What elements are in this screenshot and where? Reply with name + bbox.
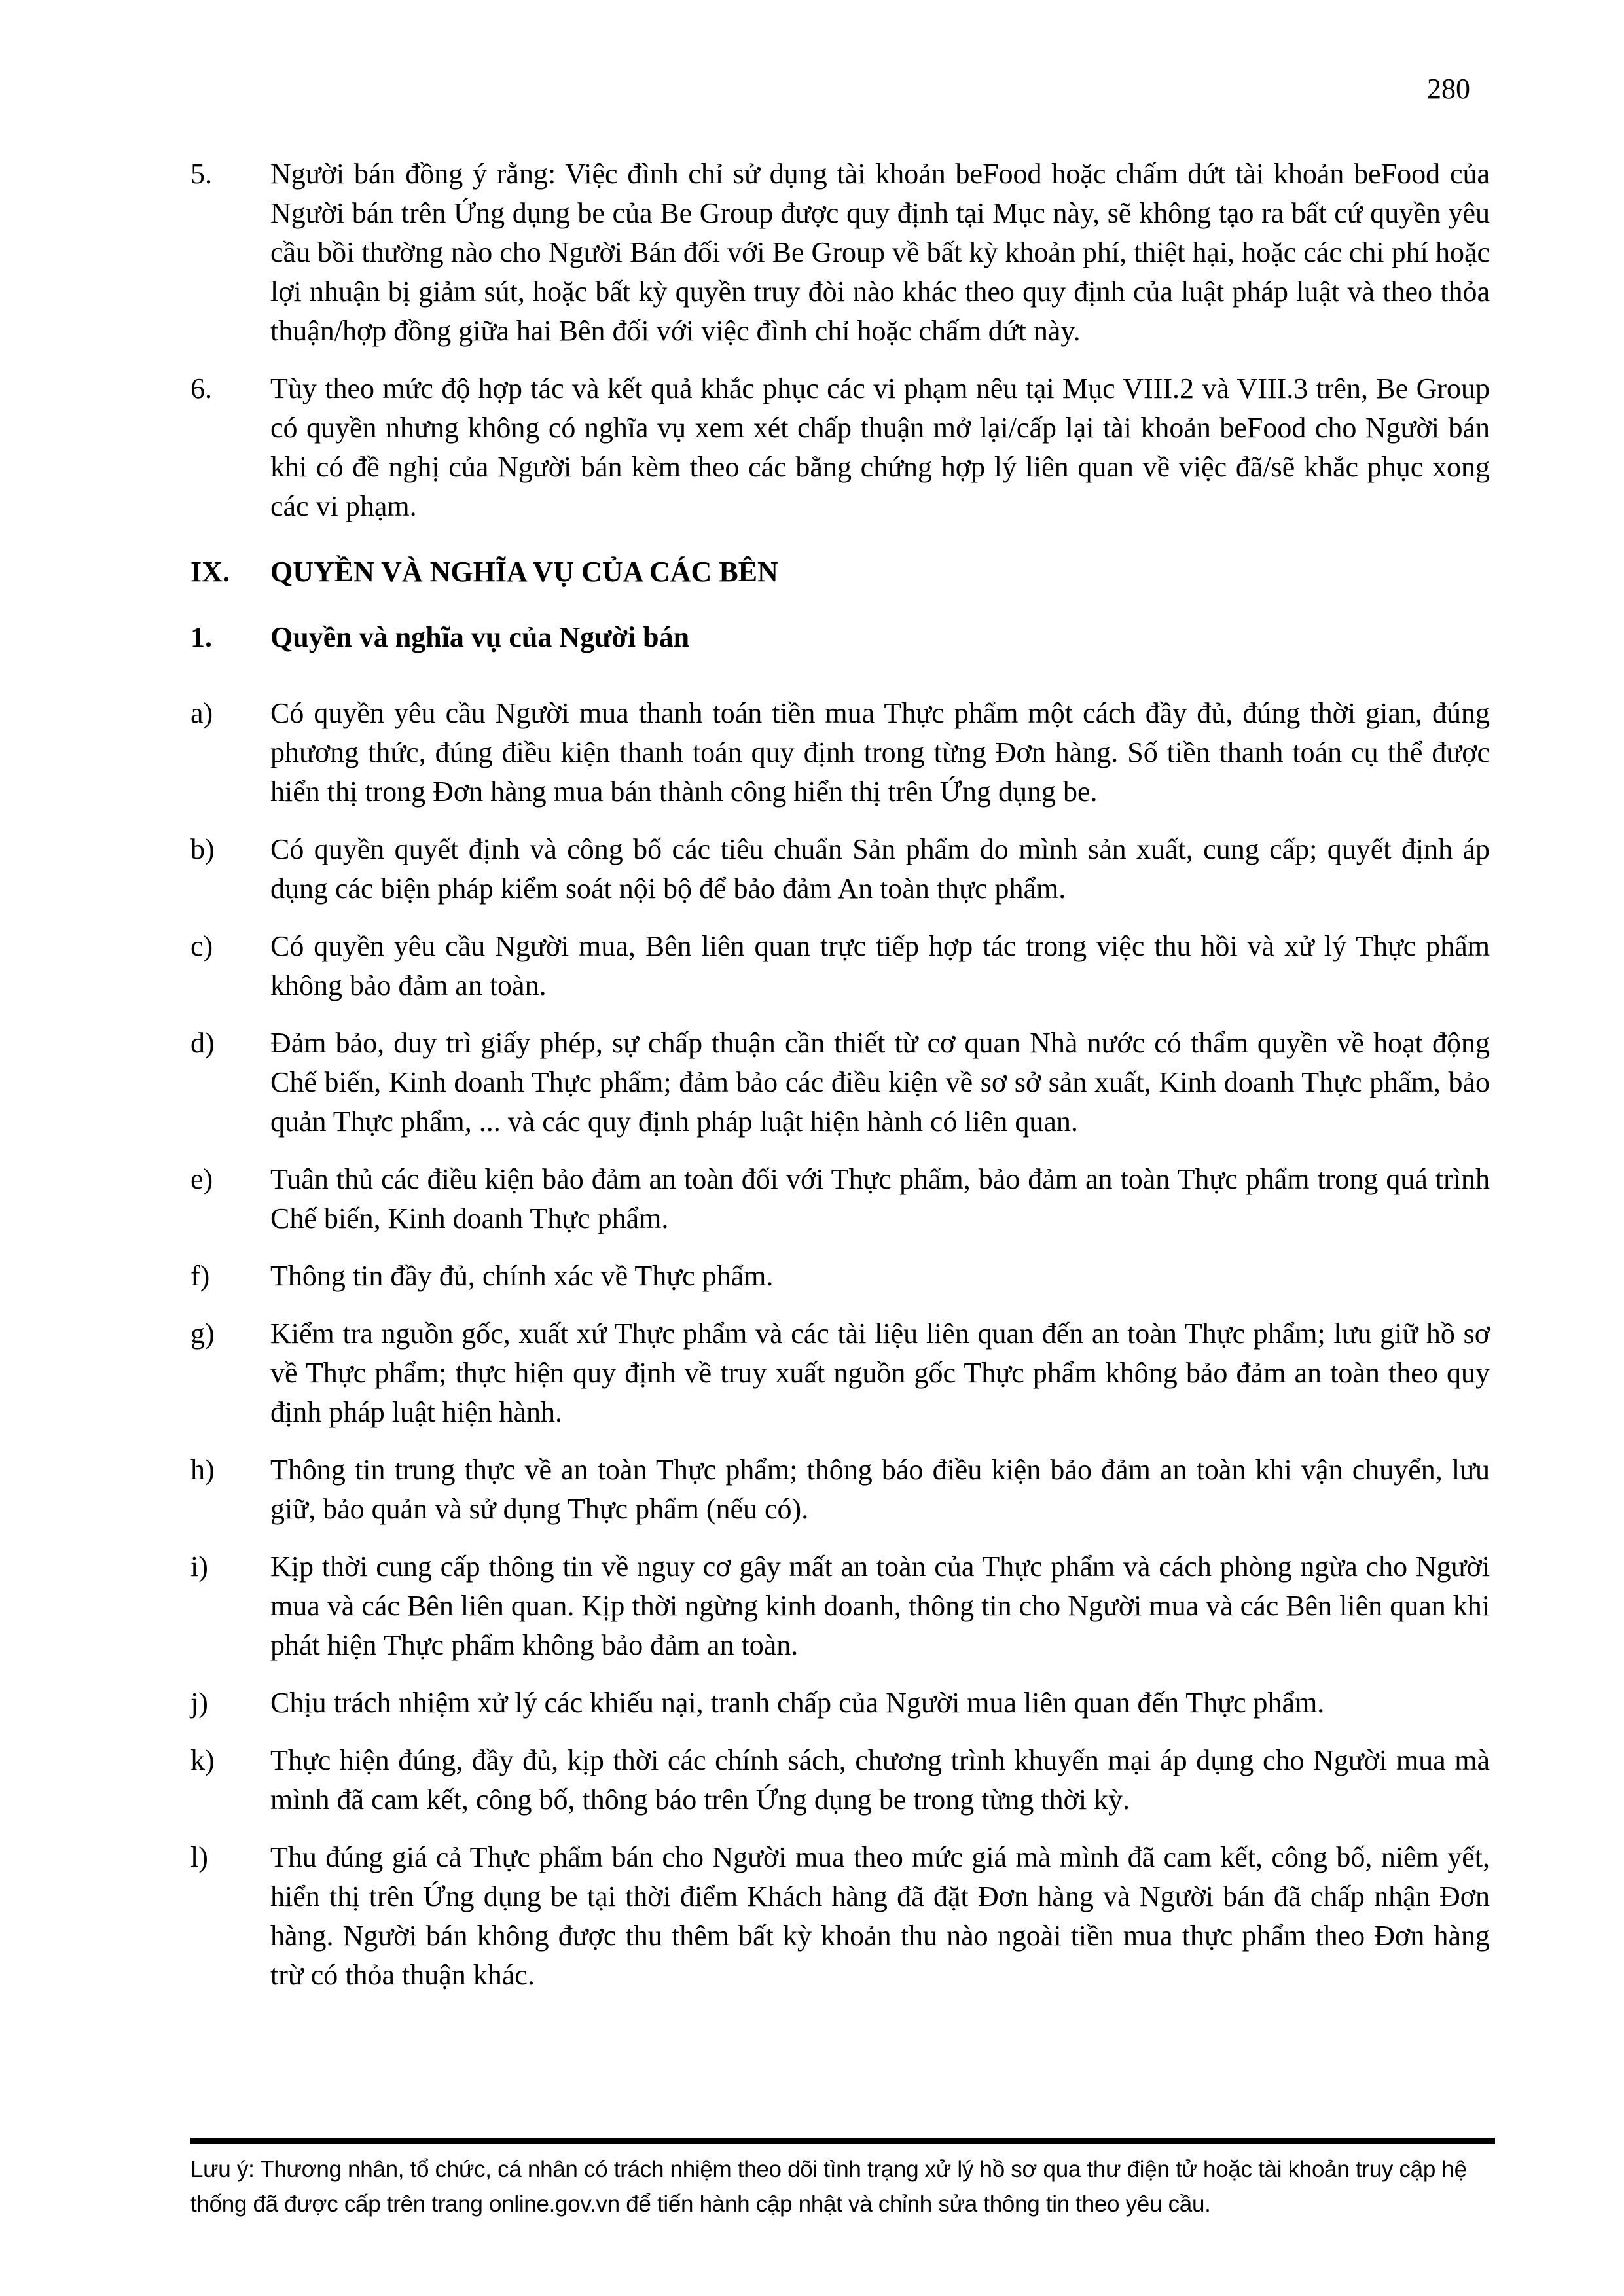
page-number: 280: [1427, 73, 1470, 105]
subsection-heading: [190, 618, 1490, 657]
list-item-6: [190, 369, 1490, 526]
item-label: e): [190, 1163, 213, 1195]
list-item-d: [190, 1024, 1490, 1141]
seller-rights-list: [190, 694, 1490, 2013]
item-label: c): [190, 930, 213, 962]
list-item-k: [190, 1741, 1490, 1820]
footer-note: Lưu ý: Thương nhân, tổ chức, cá nhân có trách nhiệm theo dõi tình trạng xử lý hồ sơ qua thư điện tử hoặc tài khoản truy cập hệ thống đã được cấp trên trang online.gov.vn để tiến hành cập nhật và chỉnh sửa thông tin theo yêu cầu.: [190, 2157, 1467, 2217]
item-text: Kịp thời cung cấp thông tin về nguy cơ gây mất an toàn của Thực phẩm và cách phòng ngừa cho Người mua và các Bên liên quan. Kịp thời ngừng kinh doanh, thông tin cho Người mua và các Bên liên quan khi phát hiện Thực phẩm không bảo đảm an toàn.: [270, 1551, 1490, 1661]
item-label: b): [190, 833, 215, 865]
section-heading-title: QUYỀN VÀ NGHĨA VỤ CỦA CÁC BÊN: [270, 556, 778, 588]
item-label: 6.: [190, 372, 212, 404]
list-item-5: [190, 154, 1490, 351]
page-footer: [190, 2138, 1495, 2221]
item-label: 5.: [190, 158, 212, 190]
item-label: l): [190, 1841, 208, 1873]
list-item-h: [190, 1450, 1490, 1529]
item-text: Kiểm tra nguồn gốc, xuất xứ Thực phẩm và các tài liệu liên quan đến an toàn Thực phẩm; lưu giữ hồ sơ về Thực phẩm; thực hiện quy định về truy xuất nguồn gốc Thực phẩm không bảo đảm an toàn theo quy định pháp luật hiện hành.: [270, 1318, 1490, 1428]
subsection-heading-label: 1.: [190, 621, 212, 653]
item-label: k): [190, 1744, 215, 1776]
item-text: Đảm bảo, duy trì giấy phép, sự chấp thuận cần thiết từ cơ quan Nhà nước có thẩm quyền về hoạt động Chế biến, Kinh doanh Thực phẩm; đảm bảo các điều kiện về sơ sở sản xuất, Kinh doanh Thực phẩm, bảo quản Thực phẩm, ... và các quy định pháp luật hiện hành có liên quan.: [270, 1027, 1490, 1138]
section-heading-label: IX.: [190, 556, 230, 588]
item-label: i): [190, 1551, 208, 1583]
item-label: g): [190, 1318, 215, 1350]
list-item-a: [190, 694, 1490, 812]
item-label: a): [190, 697, 213, 729]
list-item-b: [190, 830, 1490, 908]
footer-divider: [190, 2138, 1495, 2144]
item-label: h): [190, 1454, 215, 1486]
list-item-c: [190, 927, 1490, 1005]
item-text: Có quyền yêu cầu Người mua thanh toán tiền mua Thực phẩm một cách đầy đủ, đúng thời gian, đúng phương thức, đúng điều kiện thanh toán quy định trong từng Đơn hàng. Số tiền thanh toán cụ thể được hiển thị trong Đơn hàng mua bán thành công hiển thị trên Ứng dụng be.: [270, 697, 1490, 808]
item-text: Người bán đồng ý rằng: Việc đình chỉ sử dụng tài khoản beFood hoặc chấm dứt tài khoản beFood của Người bán trên Ứng dụng be của Be Group được quy định tại Mục này, sẽ không tạo ra bất cứ quyền yêu cầu bồi thường nào cho Người Bán đối với Be Group về bất kỳ khoản phí, thiệt hại, hoặc các chi phí hoặc lợi nhuận bị giảm sút, hoặc bất kỳ quyền truy đòi nào khác theo quy định của luật pháp luật và theo thỏa thuận/hợp đồng giữa hai Bên đối với việc đình chỉ hoặc chấm dứt này.: [270, 158, 1490, 347]
section-heading: [190, 552, 1490, 592]
item-label: j): [190, 1687, 208, 1719]
document-body: [190, 154, 1490, 2013]
item-label: f): [190, 1260, 210, 1292]
item-text: Có quyền yêu cầu Người mua, Bên liên quan trực tiếp hợp tác trong việc thu hồi và xử lý Thực phẩm không bảo đảm an toàn.: [270, 930, 1490, 1001]
subsection-heading-title: Quyền và nghĩa vụ của Người bán: [270, 621, 690, 653]
item-text: Tùy theo mức độ hợp tác và kết quả khắc phục các vi phạm nêu tại Mục VIII.2 và VIII.3 trên, Be Group có quyền nhưng không có nghĩa vụ xem xét chấp thuận mở lại/cấp lại tài khoản beFood cho Người bán khi có đề nghị của Người bán kèm theo các bằng chứng hợp lý liên quan về việc đã/sẽ khắc phục xong các vi phạm.: [270, 372, 1490, 522]
item-text: Thu đúng giá cả Thực phẩm bán cho Người mua theo mức giá mà mình đã cam kết, công bố, niêm yết, hiển thị trên Ứng dụng be tại thời điểm Khách hàng đã đặt Đơn hàng và Người bán đã chấp nhận Đơn hàng. Người bán không được thu thêm bất kỳ khoản thu nào ngoài tiền mua thực phẩm theo Đơn hàng trừ có thỏa thuận khác.: [270, 1841, 1490, 1991]
item-text: Thông tin đầy đủ, chính xác về Thực phẩm.: [270, 1260, 774, 1292]
list-item-e: [190, 1160, 1490, 1238]
item-text: Có quyền quyết định và công bố các tiêu chuẩn Sản phẩm do mình sản xuất, cung cấp; quyết định áp dụng các biện pháp kiểm soát nội bộ để bảo đảm An toàn thực phẩm.: [270, 833, 1490, 905]
item-text: Chịu trách nhiệm xử lý các khiếu nại, tranh chấp của Người mua liên quan đến Thực phẩm.: [270, 1687, 1325, 1719]
numbered-list: [190, 154, 1490, 545]
list-item-f: [190, 1257, 1490, 1296]
item-text: Tuân thủ các điều kiện bảo đảm an toàn đối với Thực phẩm, bảo đảm an toàn Thực phẩm trong quá trình Chế biến, Kinh doanh Thực phẩm.: [270, 1163, 1490, 1234]
list-item-j: [190, 1683, 1490, 1723]
list-item-g: [190, 1314, 1490, 1432]
item-text: Thông tin trung thực về an toàn Thực phẩm; thông báo điều kiện bảo đảm an toàn khi vận chuyển, lưu giữ, bảo quản và sử dụng Thực phẩm (nếu có).: [270, 1454, 1490, 1525]
item-text: Thực hiện đúng, đầy đủ, kịp thời các chính sách, chương trình khuyến mại áp dụng cho Người mua mà mình đã cam kết, công bố, thông báo trên Ứng dụng be trong từng thời kỳ.: [270, 1744, 1490, 1816]
item-label: d): [190, 1027, 215, 1059]
list-item-i: [190, 1547, 1490, 1665]
list-item-l: [190, 1838, 1490, 1995]
